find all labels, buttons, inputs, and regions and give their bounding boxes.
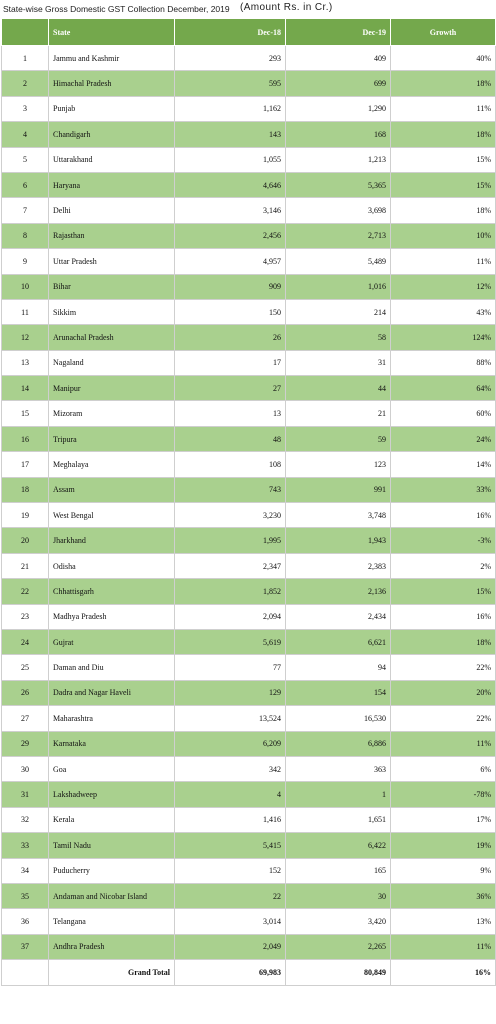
cell-dec-18: 1,852 [175, 579, 286, 604]
cell-growth: 33% [391, 477, 496, 502]
table-row [2, 858, 496, 883]
cell-dec-18: 150 [175, 299, 286, 324]
cell-serial-number: 14 [2, 376, 49, 401]
header-serial-number [2, 19, 49, 46]
cell-serial-number: 31 [2, 782, 49, 807]
cell-dec-19: 165 [286, 858, 391, 883]
cell-dec-19: 6,621 [286, 629, 391, 654]
cell-serial-number: 30 [2, 756, 49, 781]
cell-serial-number: 4 [2, 122, 49, 147]
table-row [2, 122, 496, 147]
grand-total-label: Grand Total [49, 960, 175, 986]
cell-growth: 13% [391, 909, 496, 934]
cell-dec-18: 2,049 [175, 934, 286, 959]
cell-dec-18: 17 [175, 350, 286, 375]
cell-serial-number: 22 [2, 579, 49, 604]
cell-state: Andaman and Nicobar Island [49, 883, 175, 908]
cell-dec-18: 13 [175, 401, 286, 426]
cell-growth: 11% [391, 249, 496, 274]
cell-dec-19: 214 [286, 299, 391, 324]
table-row [2, 883, 496, 908]
cell-growth: -3% [391, 528, 496, 553]
header-state: State [49, 19, 175, 46]
header-growth: Growth [391, 19, 496, 46]
grand-total-growth: 16% [391, 960, 496, 986]
table-header-row [2, 19, 496, 46]
cell-serial-number: 23 [2, 604, 49, 629]
cell-growth: 24% [391, 426, 496, 451]
cell-growth: 9% [391, 858, 496, 883]
cell-serial-number: 1 [2, 46, 49, 71]
grand-total-row [2, 960, 496, 986]
table-row [2, 934, 496, 959]
cell-state: Sikkim [49, 299, 175, 324]
cell-state: Telangana [49, 909, 175, 934]
cell-dec-18: 3,146 [175, 198, 286, 223]
cell-state: Dadra and Nagar Haveli [49, 680, 175, 705]
cell-state: Kerala [49, 807, 175, 832]
table-row [2, 147, 496, 172]
cell-serial-number: 27 [2, 706, 49, 731]
cell-dec-18: 48 [175, 426, 286, 451]
cell-growth: 60% [391, 401, 496, 426]
cell-dec-18: 108 [175, 452, 286, 477]
cell-dec-18: 909 [175, 274, 286, 299]
cell-serial-number: 3 [2, 96, 49, 121]
cell-dec-19: 59 [286, 426, 391, 451]
cell-dec-19: 6,886 [286, 731, 391, 756]
cell-growth: -78% [391, 782, 496, 807]
cell-dec-18: 4,646 [175, 172, 286, 197]
cell-dec-19: 31 [286, 350, 391, 375]
table-row [2, 477, 496, 502]
cell-state: West Bengal [49, 503, 175, 528]
cell-state: Puducherry [49, 858, 175, 883]
cell-serial-number: 18 [2, 477, 49, 502]
cell-state: Arunachal Pradesh [49, 325, 175, 350]
cell-dec-18: 22 [175, 883, 286, 908]
cell-dec-19: 168 [286, 122, 391, 147]
cell-growth: 11% [391, 96, 496, 121]
cell-dec-19: 699 [286, 71, 391, 96]
cell-growth: 16% [391, 604, 496, 629]
cell-dec-18: 1,995 [175, 528, 286, 553]
cell-dec-19: 2,383 [286, 553, 391, 578]
cell-serial-number: 5 [2, 147, 49, 172]
cell-dec-19: 94 [286, 655, 391, 680]
cell-state: Manipur [49, 376, 175, 401]
cell-growth: 18% [391, 71, 496, 96]
table-row [2, 198, 496, 223]
gst-collection-table [1, 18, 496, 986]
cell-dec-18: 4,957 [175, 249, 286, 274]
cell-dec-18: 26 [175, 325, 286, 350]
cell-dec-18: 2,347 [175, 553, 286, 578]
cell-dec-19: 3,748 [286, 503, 391, 528]
cell-serial-number: 9 [2, 249, 49, 274]
cell-growth: 14% [391, 452, 496, 477]
cell-state: Chandigarh [49, 122, 175, 147]
cell-dec-18: 1,162 [175, 96, 286, 121]
table-row [2, 680, 496, 705]
table-row [2, 274, 496, 299]
cell-dec-18: 5,415 [175, 833, 286, 858]
cell-state: Gujrat [49, 629, 175, 654]
table-row [2, 909, 496, 934]
cell-serial-number: 35 [2, 883, 49, 908]
table-row [2, 553, 496, 578]
cell-dec-19: 5,489 [286, 249, 391, 274]
cell-growth: 88% [391, 350, 496, 375]
table-row [2, 731, 496, 756]
cell-dec-18: 293 [175, 46, 286, 71]
cell-serial-number: 16 [2, 426, 49, 451]
cell-dec-19: 991 [286, 477, 391, 502]
cell-serial-number: 36 [2, 909, 49, 934]
table-row [2, 426, 496, 451]
cell-dec-19: 363 [286, 756, 391, 781]
cell-dec-19: 2,265 [286, 934, 391, 959]
cell-growth: 64% [391, 376, 496, 401]
cell-state: Karnataka [49, 731, 175, 756]
table-row [2, 452, 496, 477]
table-caption [0, 0, 496, 18]
cell-state: Chhattisgarh [49, 579, 175, 604]
cell-state: Rajasthan [49, 223, 175, 248]
table-row [2, 249, 496, 274]
cell-growth: 6% [391, 756, 496, 781]
cell-dec-18: 3,014 [175, 909, 286, 934]
table-row [2, 528, 496, 553]
table-row [2, 782, 496, 807]
table-title: State-wise Gross Domestic GST Collection December, 2019 [3, 4, 230, 14]
cell-dec-19: 3,420 [286, 909, 391, 934]
cell-dec-19: 1,016 [286, 274, 391, 299]
cell-growth: 15% [391, 147, 496, 172]
cell-dec-18: 77 [175, 655, 286, 680]
table-row [2, 299, 496, 324]
cell-serial-number: 13 [2, 350, 49, 375]
cell-dec-19: 16,530 [286, 706, 391, 731]
cell-state: Daman and Diu [49, 655, 175, 680]
cell-growth: 2% [391, 553, 496, 578]
cell-growth: 22% [391, 655, 496, 680]
cell-growth: 19% [391, 833, 496, 858]
cell-dec-18: 595 [175, 71, 286, 96]
header-dec-18: Dec-18 [175, 19, 286, 46]
cell-state: Tripura [49, 426, 175, 451]
cell-dec-19: 2,434 [286, 604, 391, 629]
cell-serial-number: 10 [2, 274, 49, 299]
cell-serial-number: 19 [2, 503, 49, 528]
cell-state: Uttar Pradesh [49, 249, 175, 274]
cell-state: Goa [49, 756, 175, 781]
amount-unit-note: (Amount Rs. in Cr.) [240, 2, 333, 13]
cell-growth: 18% [391, 198, 496, 223]
table-row [2, 71, 496, 96]
cell-dec-19: 1,290 [286, 96, 391, 121]
cell-dec-18: 743 [175, 477, 286, 502]
cell-dec-19: 58 [286, 325, 391, 350]
cell-serial-number: 17 [2, 452, 49, 477]
table-row [2, 756, 496, 781]
cell-dec-19: 1,651 [286, 807, 391, 832]
cell-state: Jammu and Kashmir [49, 46, 175, 71]
cell-serial-number: 29 [2, 731, 49, 756]
cell-dec-19: 6,422 [286, 833, 391, 858]
cell-serial-number: 2 [2, 71, 49, 96]
cell-dec-18: 342 [175, 756, 286, 781]
cell-serial-number: 21 [2, 553, 49, 578]
cell-dec-19: 2,136 [286, 579, 391, 604]
cell-state: Maharashtra [49, 706, 175, 731]
cell-growth: 11% [391, 934, 496, 959]
cell-growth: 12% [391, 274, 496, 299]
grand-total-dec-19: 80,849 [286, 960, 391, 986]
table-row [2, 376, 496, 401]
cell-growth: 15% [391, 172, 496, 197]
cell-state: Bihar [49, 274, 175, 299]
cell-serial-number: 11 [2, 299, 49, 324]
cell-serial-number: 6 [2, 172, 49, 197]
cell-dec-19: 1,943 [286, 528, 391, 553]
cell-state: Uttarakhand [49, 147, 175, 172]
cell-growth: 16% [391, 503, 496, 528]
cell-dec-19: 5,365 [286, 172, 391, 197]
table-row [2, 655, 496, 680]
cell-dec-18: 5,619 [175, 629, 286, 654]
table-row [2, 223, 496, 248]
cell-state: Odisha [49, 553, 175, 578]
cell-state: Jharkhand [49, 528, 175, 553]
table-row [2, 350, 496, 375]
cell-dec-18: 6,209 [175, 731, 286, 756]
cell-serial-number: 20 [2, 528, 49, 553]
cell-growth: 10% [391, 223, 496, 248]
table-row [2, 96, 496, 121]
cell-state: Nagaland [49, 350, 175, 375]
cell-growth: 18% [391, 122, 496, 147]
header-dec-19: Dec-19 [286, 19, 391, 46]
table-row [2, 629, 496, 654]
cell-growth: 17% [391, 807, 496, 832]
cell-state: Punjab [49, 96, 175, 121]
table-row [2, 604, 496, 629]
cell-growth: 11% [391, 731, 496, 756]
cell-dec-18: 2,094 [175, 604, 286, 629]
cell-growth: 40% [391, 46, 496, 71]
cell-serial-number: 24 [2, 629, 49, 654]
cell-growth: 43% [391, 299, 496, 324]
cell-dec-19: 154 [286, 680, 391, 705]
cell-growth: 18% [391, 629, 496, 654]
cell-dec-19: 123 [286, 452, 391, 477]
cell-state: Haryana [49, 172, 175, 197]
cell-state: Lakshadweep [49, 782, 175, 807]
cell-state: Andhra Pradesh [49, 934, 175, 959]
cell-dec-19: 3,698 [286, 198, 391, 223]
cell-growth: 22% [391, 706, 496, 731]
table-row [2, 401, 496, 426]
cell-state: Madhya Pradesh [49, 604, 175, 629]
table-row [2, 46, 496, 71]
cell-growth: 124% [391, 325, 496, 350]
cell-dec-18: 4 [175, 782, 286, 807]
cell-dec-18: 3,230 [175, 503, 286, 528]
cell-state: Delhi [49, 198, 175, 223]
cell-dec-18: 13,524 [175, 706, 286, 731]
table-row [2, 579, 496, 604]
table-row [2, 172, 496, 197]
cell-serial-number: 8 [2, 223, 49, 248]
grand-total-dec-18: 69,983 [175, 960, 286, 986]
cell-serial-number: 15 [2, 401, 49, 426]
cell-dec-19: 21 [286, 401, 391, 426]
cell-growth: 15% [391, 579, 496, 604]
cell-serial-number: 7 [2, 198, 49, 223]
cell-dec-18: 152 [175, 858, 286, 883]
table-row [2, 325, 496, 350]
cell-state: Mizoram [49, 401, 175, 426]
cell-serial-number: 32 [2, 807, 49, 832]
cell-serial-number: 12 [2, 325, 49, 350]
cell-dec-18: 27 [175, 376, 286, 401]
cell-serial-number: 34 [2, 858, 49, 883]
cell-dec-18: 2,456 [175, 223, 286, 248]
total-serial-cell [2, 960, 49, 986]
cell-dec-19: 1 [286, 782, 391, 807]
cell-dec-18: 143 [175, 122, 286, 147]
cell-dec-18: 1,055 [175, 147, 286, 172]
cell-growth: 36% [391, 883, 496, 908]
cell-dec-19: 44 [286, 376, 391, 401]
table-body [2, 46, 496, 960]
table-row [2, 807, 496, 832]
cell-serial-number: 26 [2, 680, 49, 705]
cell-state: Tamil Nadu [49, 833, 175, 858]
cell-serial-number: 25 [2, 655, 49, 680]
cell-serial-number: 37 [2, 934, 49, 959]
cell-serial-number: 33 [2, 833, 49, 858]
cell-dec-19: 1,213 [286, 147, 391, 172]
cell-state: Meghalaya [49, 452, 175, 477]
table-row [2, 706, 496, 731]
cell-state: Himachal Pradesh [49, 71, 175, 96]
cell-dec-19: 409 [286, 46, 391, 71]
cell-dec-19: 30 [286, 883, 391, 908]
cell-growth: 20% [391, 680, 496, 705]
table-row [2, 833, 496, 858]
table-row [2, 503, 496, 528]
cell-dec-18: 129 [175, 680, 286, 705]
cell-dec-19: 2,713 [286, 223, 391, 248]
cell-state: Assam [49, 477, 175, 502]
cell-dec-18: 1,416 [175, 807, 286, 832]
